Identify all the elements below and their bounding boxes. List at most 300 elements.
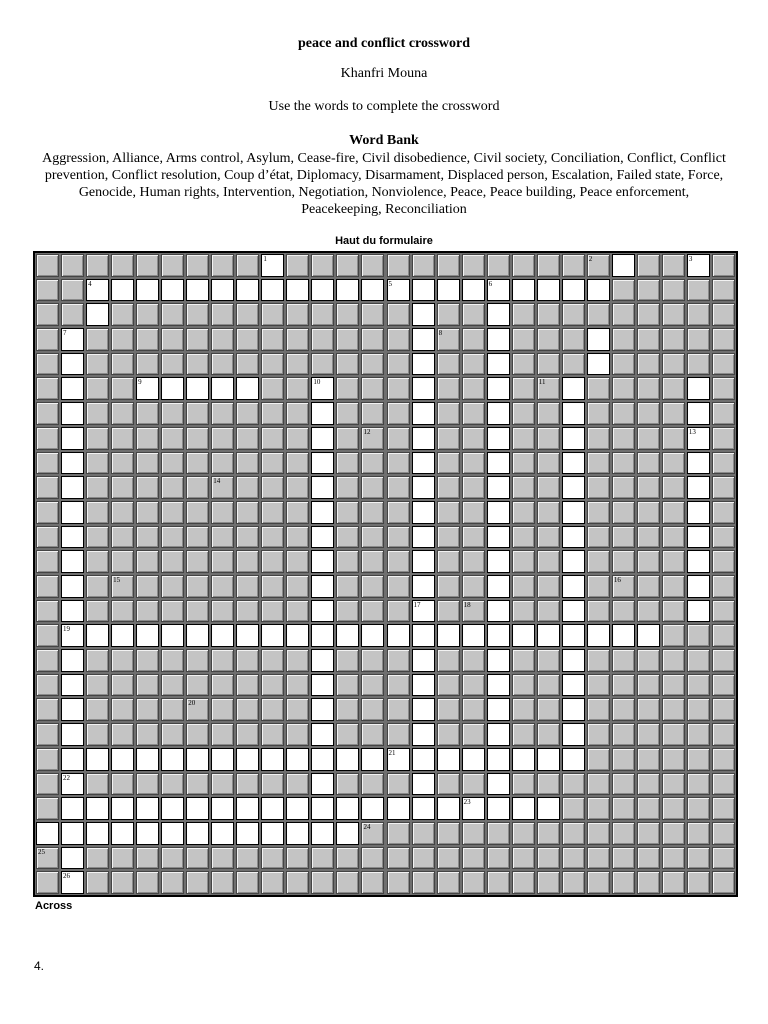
grid-cell-blocked — [311, 254, 334, 277]
grid-cell-open[interactable] — [512, 797, 535, 820]
grid-cell-open[interactable] — [487, 452, 510, 475]
grid-cell-open[interactable] — [211, 797, 234, 820]
grid-cell-open[interactable] — [236, 748, 259, 771]
grid-cell-open[interactable] — [61, 624, 84, 647]
grid-cell-open[interactable] — [487, 797, 510, 820]
grid-cell-open[interactable] — [86, 797, 109, 820]
clue-number: 3 — [688, 255, 693, 263]
grid-cell-blocked — [712, 723, 735, 746]
grid-cell-blocked — [111, 501, 134, 524]
grid-cell-open[interactable] — [562, 452, 585, 475]
grid-cell-open[interactable] — [286, 624, 309, 647]
grid-cell-open[interactable] — [211, 748, 234, 771]
grid-cell-open[interactable] — [587, 279, 610, 302]
grid-cell-open[interactable] — [261, 254, 284, 277]
grid-cell-blocked — [612, 476, 635, 499]
grid-cell-open[interactable] — [311, 723, 334, 746]
grid-cell-blocked — [412, 822, 435, 845]
grid-cell-blocked — [612, 353, 635, 376]
grid-cell-open[interactable] — [61, 797, 84, 820]
grid-cell-open[interactable] — [311, 526, 334, 549]
grid-cell-open[interactable] — [136, 624, 159, 647]
grid-cell-open[interactable] — [286, 822, 309, 845]
grid-cell-blocked — [211, 575, 234, 598]
grid-cell-open[interactable] — [412, 328, 435, 351]
grid-cell-open[interactable] — [487, 501, 510, 524]
grid-cell-open[interactable] — [261, 748, 284, 771]
grid-cell-blocked — [462, 377, 485, 400]
grid-cell-blocked — [36, 723, 59, 746]
grid-cell-open[interactable] — [687, 377, 710, 400]
grid-cell-blocked — [286, 649, 309, 672]
grid-cell-open[interactable] — [462, 279, 485, 302]
grid-cell-open[interactable] — [687, 254, 710, 277]
grid-cell-open[interactable] — [487, 353, 510, 376]
grid-cell-open[interactable] — [86, 748, 109, 771]
grid-cell-blocked — [687, 279, 710, 302]
grid-cell-blocked — [587, 748, 610, 771]
grid-cell-open[interactable] — [537, 279, 560, 302]
grid-cell-open[interactable] — [161, 797, 184, 820]
grid-cell-blocked — [36, 871, 59, 894]
grid-cell-open[interactable] — [36, 822, 59, 845]
grid-cell-open[interactable] — [186, 822, 209, 845]
grid-cell-blocked — [612, 550, 635, 573]
grid-cell-blocked — [261, 847, 284, 870]
grid-cell-blocked — [537, 526, 560, 549]
grid-cell-blocked — [387, 649, 410, 672]
grid-cell-blocked — [186, 550, 209, 573]
grid-cell-open[interactable] — [537, 797, 560, 820]
grid-cell-open[interactable] — [336, 624, 359, 647]
grid-cell-open[interactable] — [412, 402, 435, 425]
grid-cell-open[interactable] — [487, 624, 510, 647]
grid-cell-open[interactable] — [236, 377, 259, 400]
grid-cell-open[interactable] — [211, 377, 234, 400]
grid-cell-blocked — [336, 550, 359, 573]
grid-cell-open[interactable] — [311, 427, 334, 450]
grid-cell-open[interactable] — [412, 476, 435, 499]
clue-number: 15 — [113, 576, 121, 584]
grid-cell-open[interactable] — [61, 748, 84, 771]
grid-cell-blocked — [211, 674, 234, 697]
grid-cell-open[interactable] — [387, 797, 410, 820]
grid-cell-open[interactable] — [412, 698, 435, 721]
grid-cell-open[interactable] — [412, 674, 435, 697]
grid-cell-open[interactable] — [412, 452, 435, 475]
grid-cell-blocked — [612, 723, 635, 746]
grid-cell-open[interactable] — [412, 303, 435, 326]
grid-cell-open[interactable] — [136, 797, 159, 820]
grid-cell-open[interactable] — [562, 279, 585, 302]
grid-cell-open[interactable] — [311, 748, 334, 771]
grid-cell-open[interactable] — [61, 377, 84, 400]
grid-cell-open[interactable] — [437, 797, 460, 820]
grid-cell-open[interactable] — [311, 575, 334, 598]
grid-cell-open[interactable] — [487, 427, 510, 450]
grid-cell-blocked — [336, 328, 359, 351]
grid-cell-open[interactable] — [61, 649, 84, 672]
grid-cell-blocked — [437, 698, 460, 721]
grid-cell-open[interactable] — [161, 748, 184, 771]
grid-cell-blocked — [286, 773, 309, 796]
grid-cell-open[interactable] — [311, 402, 334, 425]
grid-cell-open[interactable] — [562, 674, 585, 697]
grid-cell-open[interactable] — [61, 550, 84, 573]
grid-cell-blocked — [261, 526, 284, 549]
grid-cell-open[interactable] — [336, 748, 359, 771]
grid-cell-open[interactable] — [562, 427, 585, 450]
grid-cell-open[interactable] — [61, 402, 84, 425]
grid-cell-open[interactable] — [537, 748, 560, 771]
grid-cell-open[interactable] — [311, 773, 334, 796]
grid-cell-open[interactable] — [587, 328, 610, 351]
grid-cell-open[interactable] — [286, 797, 309, 820]
clue-number: 21 — [388, 748, 396, 757]
grid-cell-open[interactable] — [412, 501, 435, 524]
grid-cell-open[interactable] — [311, 377, 334, 400]
grid-cell-open[interactable] — [186, 797, 209, 820]
grid-cell-open[interactable] — [412, 526, 435, 549]
grid-cell-open[interactable] — [261, 624, 284, 647]
grid-cell-blocked — [136, 847, 159, 870]
grid-cell-open[interactable] — [236, 797, 259, 820]
grid-cell-blocked — [336, 698, 359, 721]
grid-cell-blocked — [687, 328, 710, 351]
grid-cell-open[interactable] — [687, 575, 710, 598]
grid-cell-blocked — [612, 674, 635, 697]
grid-cell-open[interactable] — [562, 649, 585, 672]
grid-cell-blocked — [361, 723, 384, 746]
grid-cell-open[interactable] — [512, 748, 535, 771]
grid-cell-open[interactable] — [311, 674, 334, 697]
grid-cell-open[interactable] — [487, 674, 510, 697]
grid-cell-open[interactable] — [361, 624, 384, 647]
grid-cell-blocked — [211, 871, 234, 894]
grid-cell-blocked — [61, 303, 84, 326]
grid-cell-blocked — [587, 575, 610, 598]
grid-cell-blocked — [387, 550, 410, 573]
grid-cell-open[interactable] — [111, 748, 134, 771]
grid-cell-open[interactable] — [587, 624, 610, 647]
grid-cell-open[interactable] — [311, 501, 334, 524]
grid-cell-open[interactable] — [387, 748, 410, 771]
grid-cell-blocked — [462, 871, 485, 894]
grid-cell-blocked — [512, 353, 535, 376]
clue-number: 25 — [38, 847, 45, 856]
grid-cell-open[interactable] — [161, 822, 184, 845]
grid-cell-open[interactable] — [462, 748, 485, 771]
grid-cell-open[interactable] — [687, 427, 710, 450]
grid-cell-blocked — [537, 501, 560, 524]
grid-cell-open[interactable] — [311, 698, 334, 721]
grid-cell-blocked — [236, 871, 259, 894]
grid-cell-blocked — [286, 575, 309, 598]
grid-cell-open[interactable] — [487, 279, 510, 302]
grid-cell-open[interactable] — [111, 624, 134, 647]
grid-cell-blocked — [662, 674, 685, 697]
grid-cell-open[interactable] — [211, 279, 234, 302]
grid-cell-open[interactable] — [211, 822, 234, 845]
grid-cell-blocked — [512, 427, 535, 450]
grid-cell-open[interactable] — [311, 822, 334, 845]
grid-cell-open[interactable] — [612, 624, 635, 647]
grid-cell-blocked — [361, 674, 384, 697]
grid-cell-blocked — [537, 427, 560, 450]
grid-cell-open[interactable] — [61, 698, 84, 721]
grid-cell-blocked — [161, 600, 184, 623]
grid-cell-open[interactable] — [437, 748, 460, 771]
grid-cell-blocked — [637, 698, 660, 721]
grid-cell-open[interactable] — [61, 353, 84, 376]
grid-cell-blocked — [437, 847, 460, 870]
grid-cell-open[interactable] — [61, 600, 84, 623]
grid-cell-blocked — [161, 303, 184, 326]
grid-cell-open[interactable] — [687, 600, 710, 623]
grid-cell-blocked — [512, 452, 535, 475]
grid-cell-open[interactable] — [412, 550, 435, 573]
grid-cell-open[interactable] — [687, 402, 710, 425]
grid-cell-open[interactable] — [487, 723, 510, 746]
grid-cell-open[interactable] — [687, 526, 710, 549]
clue-number: 9 — [138, 378, 142, 387]
word-bank-heading: Word Bank — [349, 133, 419, 148]
grid-cell-open[interactable] — [687, 550, 710, 573]
grid-cell-open[interactable] — [412, 575, 435, 598]
grid-cell-blocked — [36, 526, 59, 549]
grid-cell-open[interactable] — [61, 847, 84, 870]
grid-cell-open[interactable] — [487, 773, 510, 796]
grid-cell-open[interactable] — [286, 748, 309, 771]
grid-cell-blocked — [587, 871, 610, 894]
grid-cell-open[interactable] — [412, 427, 435, 450]
grid-cell-open[interactable] — [136, 377, 159, 400]
grid-cell-blocked — [712, 254, 735, 277]
grid-cell-open[interactable] — [111, 822, 134, 845]
grid-cell-blocked — [562, 871, 585, 894]
grid-cell-open[interactable] — [61, 501, 84, 524]
grid-cell-open[interactable] — [437, 624, 460, 647]
grid-cell-open[interactable] — [412, 600, 435, 623]
grid-cell-blocked — [437, 674, 460, 697]
grid-cell-open[interactable] — [437, 279, 460, 302]
grid-cell-open[interactable] — [562, 624, 585, 647]
grid-cell-open[interactable] — [61, 723, 84, 746]
grid-cell-open[interactable] — [336, 797, 359, 820]
clue-number: 14 — [213, 477, 221, 486]
grid-cell-open[interactable] — [562, 377, 585, 400]
grid-cell-open[interactable] — [487, 377, 510, 400]
grid-cell-blocked — [111, 550, 134, 573]
grid-cell-open[interactable] — [562, 723, 585, 746]
grid-cell-open[interactable] — [61, 476, 84, 499]
grid-cell-open[interactable] — [286, 279, 309, 302]
grid-cell-open[interactable] — [637, 624, 660, 647]
grid-cell-blocked — [587, 550, 610, 573]
grid-cell-blocked — [537, 871, 560, 894]
grid-cell-open[interactable] — [487, 600, 510, 623]
grid-cell-open[interactable] — [562, 402, 585, 425]
grid-cell-open[interactable] — [487, 575, 510, 598]
grid-cell-open[interactable] — [487, 402, 510, 425]
grid-cell-blocked — [412, 254, 435, 277]
grid-cell-open[interactable] — [61, 526, 84, 549]
grid-cell-open[interactable] — [136, 822, 159, 845]
grid-cell-open[interactable] — [136, 748, 159, 771]
grid-cell-open[interactable] — [487, 328, 510, 351]
grid-cell-blocked — [111, 723, 134, 746]
grid-cell-blocked — [111, 452, 134, 475]
grid-cell-blocked — [462, 254, 485, 277]
grid-cell-open[interactable] — [86, 822, 109, 845]
grid-cell-open[interactable] — [462, 797, 485, 820]
grid-cell-open[interactable] — [186, 377, 209, 400]
grid-cell-blocked — [336, 254, 359, 277]
grid-cell-open[interactable] — [412, 353, 435, 376]
grid-cell-open[interactable] — [487, 476, 510, 499]
grid-cell-open[interactable] — [211, 624, 234, 647]
grid-cell-open[interactable] — [687, 476, 710, 499]
grid-cell-blocked — [387, 698, 410, 721]
grid-cell-open[interactable] — [186, 624, 209, 647]
grid-cell-open[interactable] — [562, 600, 585, 623]
grid-cell-blocked — [612, 526, 635, 549]
grid-cell-blocked — [462, 773, 485, 796]
grid-cell-blocked — [186, 649, 209, 672]
grid-cell-open[interactable] — [412, 624, 435, 647]
grid-cell-open[interactable] — [487, 698, 510, 721]
grid-cell-open[interactable] — [61, 674, 84, 697]
grid-cell-open[interactable] — [512, 624, 535, 647]
grid-cell-blocked — [286, 871, 309, 894]
grid-cell-open[interactable] — [61, 452, 84, 475]
grid-cell-open[interactable] — [562, 526, 585, 549]
clue-number: 2 — [588, 255, 593, 263]
grid-cell-open[interactable] — [311, 649, 334, 672]
grid-cell-open[interactable] — [261, 822, 284, 845]
grid-cell-open[interactable] — [412, 797, 435, 820]
grid-cell-blocked — [286, 452, 309, 475]
grid-cell-open[interactable] — [311, 797, 334, 820]
grid-cell-open[interactable] — [61, 427, 84, 450]
grid-cell-open[interactable] — [261, 797, 284, 820]
grid-cell-open[interactable] — [412, 723, 435, 746]
grid-cell-blocked — [637, 427, 660, 450]
grid-cell-open[interactable] — [512, 279, 535, 302]
grid-cell-open[interactable] — [161, 624, 184, 647]
grid-cell-open[interactable] — [236, 279, 259, 302]
grid-cell-open[interactable] — [562, 748, 585, 771]
grid-cell-blocked — [687, 649, 710, 672]
grid-cell-open[interactable] — [487, 303, 510, 326]
grid-cell-open[interactable] — [186, 748, 209, 771]
grid-cell-blocked — [512, 847, 535, 870]
grid-cell-blocked — [687, 797, 710, 820]
grid-cell-open[interactable] — [161, 279, 184, 302]
grid-cell-open[interactable] — [86, 624, 109, 647]
grid-cell-open[interactable] — [412, 748, 435, 771]
grid-cell-open[interactable] — [261, 279, 284, 302]
grid-cell-blocked — [462, 353, 485, 376]
clue-number: 8 — [438, 329, 443, 338]
grid-cell-blocked — [712, 822, 735, 845]
grid-cell-open[interactable] — [412, 377, 435, 400]
grid-cell-open[interactable] — [161, 377, 184, 400]
grid-cell-open[interactable] — [562, 476, 585, 499]
grid-cell-open[interactable] — [61, 328, 84, 351]
grid-cell-open[interactable] — [562, 575, 585, 598]
grid-cell-open[interactable] — [61, 871, 84, 894]
grid-cell-open[interactable] — [487, 550, 510, 573]
grid-cell-open[interactable] — [186, 279, 209, 302]
grid-cell-blocked — [236, 550, 259, 573]
grid-cell-open[interactable] — [311, 476, 334, 499]
grid-cell-open[interactable] — [336, 279, 359, 302]
grid-cell-open[interactable] — [361, 279, 384, 302]
grid-cell-open[interactable] — [537, 624, 560, 647]
grid-cell-open[interactable] — [236, 822, 259, 845]
grid-cell-open[interactable] — [61, 822, 84, 845]
grid-cell-open[interactable] — [311, 452, 334, 475]
grid-cell-open[interactable] — [361, 748, 384, 771]
grid-cell-open[interactable] — [111, 797, 134, 820]
grid-cell-blocked — [186, 402, 209, 425]
grid-cell-open[interactable] — [61, 575, 84, 598]
grid-cell-open[interactable] — [311, 624, 334, 647]
grid-cell-blocked — [61, 254, 84, 277]
grid-cell-open[interactable] — [687, 452, 710, 475]
grid-cell-open[interactable] — [311, 279, 334, 302]
grid-cell-blocked — [36, 674, 59, 697]
grid-cell-open[interactable] — [311, 600, 334, 623]
grid-cell-open[interactable] — [111, 279, 134, 302]
grid-cell-blocked — [662, 575, 685, 598]
grid-cell-open[interactable] — [562, 550, 585, 573]
grid-cell-open[interactable] — [487, 748, 510, 771]
grid-cell-open[interactable] — [462, 624, 485, 647]
grid-cell-open[interactable] — [562, 698, 585, 721]
grid-cell-open[interactable] — [612, 254, 635, 277]
grid-cell-open[interactable] — [361, 797, 384, 820]
author-name: Khanfri Mouna — [340, 66, 428, 81]
grid-cell-open[interactable] — [562, 501, 585, 524]
grid-cell-open[interactable] — [412, 649, 435, 672]
grid-cell-blocked — [637, 526, 660, 549]
grid-cell-blocked — [562, 254, 585, 277]
grid-cell-open[interactable] — [487, 649, 510, 672]
grid-cell-blocked — [687, 303, 710, 326]
grid-cell-open[interactable] — [412, 773, 435, 796]
grid-cell-open[interactable] — [86, 279, 109, 302]
grid-cell-open[interactable] — [387, 279, 410, 302]
grid-cell-open[interactable] — [236, 624, 259, 647]
grid-cell-blocked — [136, 871, 159, 894]
grid-cell-open[interactable] — [61, 773, 84, 796]
grid-cell-open[interactable] — [311, 550, 334, 573]
grid-cell-open[interactable] — [587, 353, 610, 376]
grid-cell-open[interactable] — [136, 279, 159, 302]
grid-cell-open[interactable] — [336, 822, 359, 845]
grid-cell-open[interactable] — [687, 501, 710, 524]
grid-cell-open[interactable] — [86, 303, 109, 326]
grid-cell-blocked — [361, 377, 384, 400]
grid-cell-open[interactable] — [412, 279, 435, 302]
grid-cell-blocked — [236, 847, 259, 870]
grid-cell-open[interactable] — [387, 624, 410, 647]
grid-cell-open[interactable] — [487, 526, 510, 549]
grid-cell-blocked — [186, 501, 209, 524]
grid-cell-blocked — [387, 303, 410, 326]
